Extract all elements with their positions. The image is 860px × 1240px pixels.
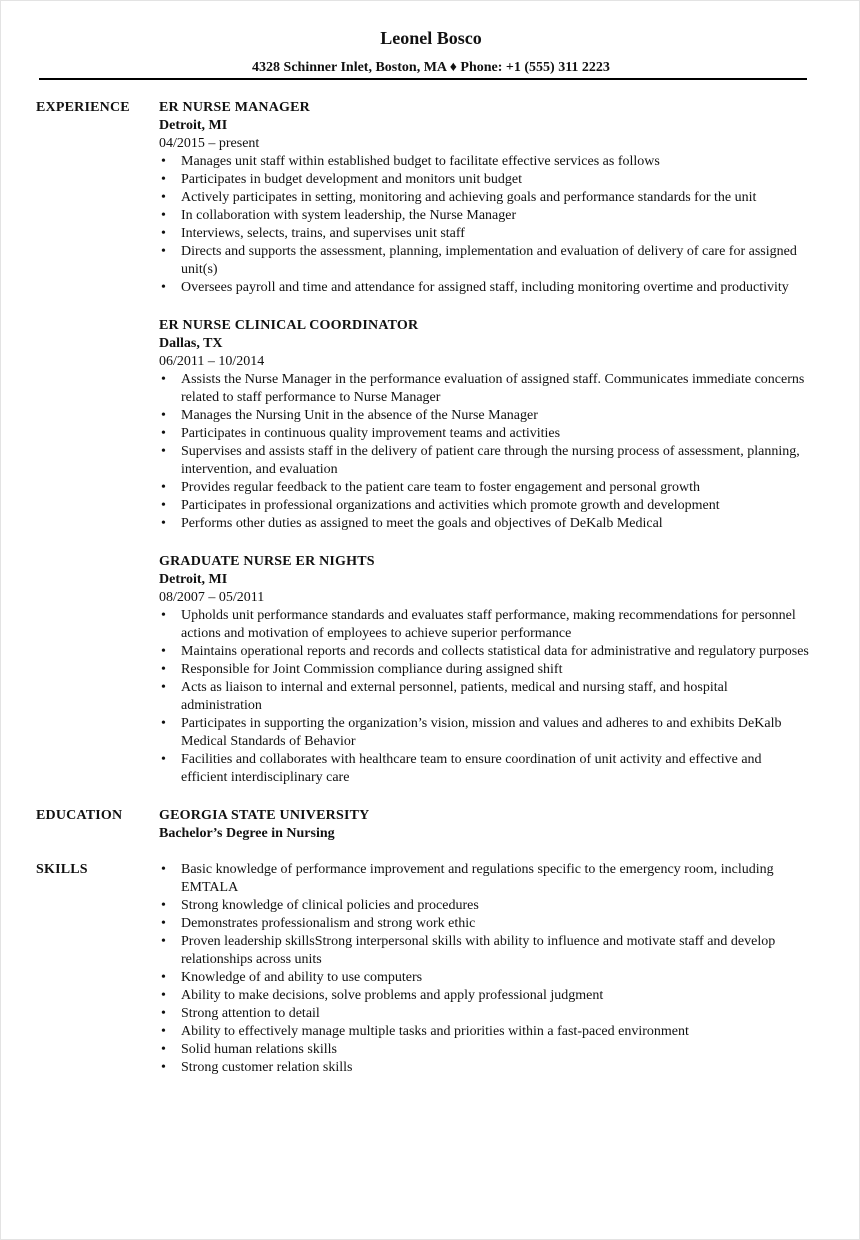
skill-item: • Proven leadership skillsStrong interpersonal skills with ability to influence and motivate staff and develop relationships across units — [159, 933, 809, 969]
education-heading: EDUCATION — [36, 808, 123, 823]
school-name: GEORGIA STATE UNIVERSITY — [159, 808, 370, 823]
bullet-item: • Manages the Nursing Unit in the absence of the Nurse Manager — [159, 407, 809, 425]
bullet-item: • Assists the Nurse Manager in the performance evaluation of assigned staff. Communicates immediate concerns related to staff performance to Nurse Manager — [159, 371, 809, 407]
skills-section — [1, 861, 860, 1077]
job-title: ER NURSE MANAGER — [159, 100, 310, 115]
skill-item: • Strong customer relation skills — [159, 1059, 809, 1077]
job-location: Detroit, MI — [159, 118, 228, 133]
resume-body — [1, 99, 860, 1077]
bullet-item: • Facilities and collaborates with healthcare team to ensure coordination of unit activity and effective and efficient interdisciplinary care — [159, 751, 809, 787]
job-location: Dallas, TX — [159, 336, 223, 351]
job-bullets — [159, 607, 860, 787]
bullet-item: • Upholds unit performance standards and evaluates staff performance, making recommendations for personnel actions and motivation of employees to achieve superior performance — [159, 607, 809, 643]
bullet-item: • In collaboration with system leadership, the Nurse Manager — [159, 207, 809, 225]
job-dates: 08/2007 – 05/2011 — [159, 590, 265, 605]
skill-item: • Strong attention to detail — [159, 1005, 809, 1023]
job-entry — [159, 317, 860, 533]
skill-item: • Ability to effectively manage multiple tasks and priorities within a fast-paced environment — [159, 1023, 809, 1041]
skill-item: • Ability to make decisions, solve problems and apply professional judgment — [159, 987, 809, 1005]
bullet-item: • Acts as liaison to internal and external personnel, patients, medical and nursing staff, and hospital administration — [159, 679, 809, 715]
job-bullets — [159, 371, 860, 533]
education-section — [1, 807, 860, 843]
job-title: GRADUATE NURSE ER NIGHTS — [159, 554, 375, 569]
skills-heading: SKILLS — [36, 862, 88, 877]
bullet-item: • Supervises and assists staff in the delivery of patient care through the nursing process of assessment, planning, intervention, and evaluation — [159, 443, 809, 479]
job-entry — [159, 99, 860, 297]
bullet-item: • Responsible for Joint Commission compliance during assigned shift — [159, 661, 809, 679]
skill-item: • Basic knowledge of performance improvement and regulations specific to the emergency room, including EMTALA — [159, 861, 809, 897]
bullet-item: • Directs and supports the assessment, planning, implementation and evaluation of delivery of care for assigned unit(s) — [159, 243, 809, 279]
job-location: Detroit, MI — [159, 572, 228, 587]
resume-header — [1, 27, 860, 77]
contact-line: 4328 Schinner Inlet, Boston, MA ♦ Phone: +1 (555) 311 2223 — [252, 60, 610, 75]
skill-item: • Solid human relations skills — [159, 1041, 809, 1059]
bullet-item: • Manages unit staff within established budget to facilitate effective services as follows — [159, 153, 809, 171]
bullet-item: • Maintains operational reports and records and collects statistical data for administrative and regulatory purposes — [159, 643, 809, 661]
job-dates: 06/2011 – 10/2014 — [159, 354, 265, 369]
bullet-item: • Participates in professional organizations and activities which promote growth and development — [159, 497, 809, 515]
bullet-item: • Participates in supporting the organization’s vision, mission and values and adheres to and exhibits DeKalb Medical Standards of Behavior — [159, 715, 809, 751]
bullet-item: • Interviews, selects, trains, and supervises unit staff — [159, 225, 809, 243]
bullet-item: • Performs other duties as assigned to meet the goals and objectives of DeKalb Medical — [159, 515, 809, 533]
experience-heading: EXPERIENCE — [36, 100, 130, 115]
bullet-item: • Participates in budget development and monitors unit budget — [159, 171, 809, 189]
job-dates: 04/2015 – present — [159, 136, 260, 151]
bullet-item: • Provides regular feedback to the patient care team to foster engagement and personal growth — [159, 479, 809, 497]
bullet-item: • Participates in continuous quality improvement teams and activities — [159, 425, 809, 443]
skill-item: • Knowledge of and ability to use computers — [159, 969, 809, 987]
candidate-name: Leonel Bosco — [380, 28, 482, 48]
degree-name: Bachelor’s Degree in Nursing — [159, 826, 335, 841]
skill-item: • Strong knowledge of clinical policies and procedures — [159, 897, 809, 915]
header-divider — [39, 78, 807, 80]
experience-section — [1, 99, 860, 787]
bullet-item: • Oversees payroll and time and attendance for assigned staff, including monitoring overtime and productivity — [159, 279, 809, 297]
skill-item: • Demonstrates professionalism and strong work ethic — [159, 915, 809, 933]
bullet-item: • Actively participates in setting, monitoring and achieving goals and performance standards for the unit — [159, 189, 809, 207]
job-bullets — [159, 153, 860, 297]
skills-list — [159, 861, 860, 1077]
job-entry — [159, 553, 860, 787]
job-title: ER NURSE CLINICAL COORDINATOR — [159, 318, 419, 333]
